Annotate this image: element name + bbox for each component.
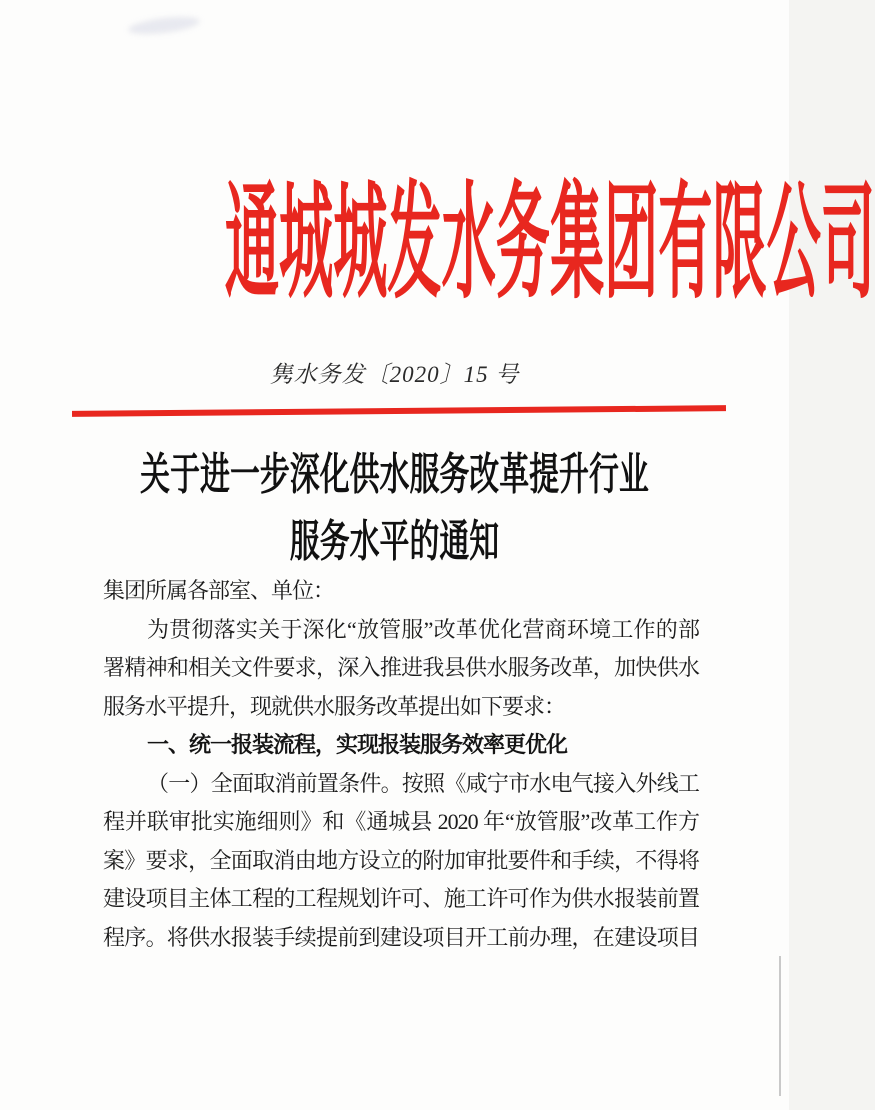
body-line-6: 程并联审批实施细则》和《通城县 2020 年“放管服”改革工作方 (103, 809, 699, 834)
doc-title (0, 441, 789, 575)
body-line-2: 署精神和相关文件要求，深入推进我县供水服务改革，加快供水 (103, 655, 699, 680)
body-line-1: 为贯彻落实关于深化“放管服”改革优化营商环境工作的部 (147, 616, 699, 642)
body-text (103, 572, 699, 957)
doc-title-line-1: 关于进一步深化供水服务改革提升行业 (140, 450, 649, 499)
scan-smudge-artifact (127, 14, 200, 38)
body-line-9: 程序。将供水报装手续提前到建设项目开工前办理，在建设项目 (103, 924, 699, 950)
body-line-7: 案》要求，全面取消由地方设立的附加审批要件和手续，不得将 (103, 847, 699, 873)
doc-title-line-2: 服务水平的通知 (289, 517, 500, 566)
letterhead-org-name: 通城城发水务集团有限公司 (224, 175, 875, 314)
body-line-5: （一）全面取消前置条件。按照《咸宁市水电气接入外线工 (147, 770, 699, 796)
red-divider-line (72, 405, 726, 417)
body-line-3: 服务水平提升，现就供水服务改革提出如下要求： (103, 693, 566, 719)
body-heading-line: 一、统一报装流程，实现报装服务效率更优化 (147, 732, 568, 757)
salutation-line: 集团所属各部室、单位： (103, 578, 335, 603)
body-line-8: 建设项目主体工程的工程规划许可、施工许可作为供水报装前置 (103, 886, 699, 911)
doc-reference-number: 隽水务发〔2020〕15 号 (269, 362, 520, 387)
scan-edge-artifact (779, 956, 781, 1096)
